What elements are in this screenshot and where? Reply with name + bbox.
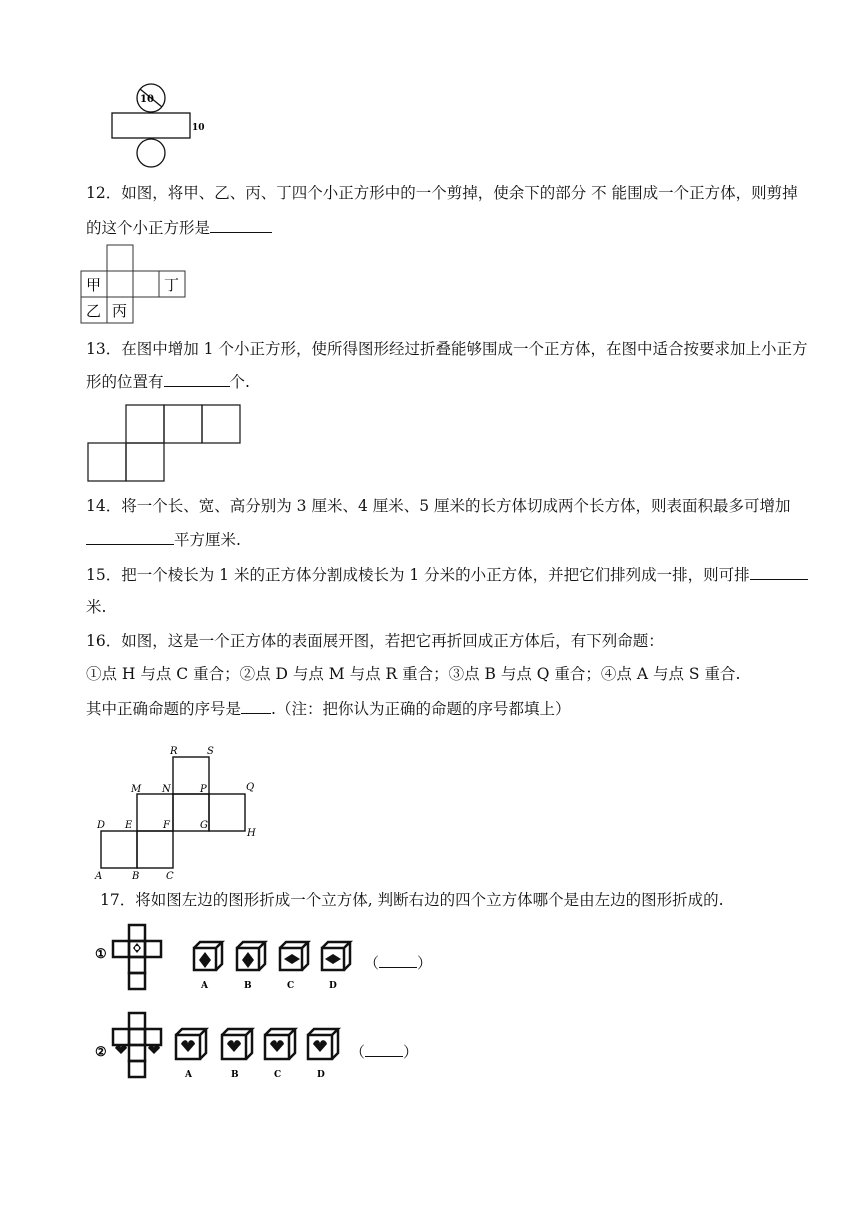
q12-line1: 12．如图，将甲、乙、丙、丁四个小正方形中的一个剪掉，使余下的部分 不 能围成一个正方体，则剪掉: [86, 184, 798, 202]
q13-net-figure: [85, 402, 245, 484]
q17-row2-blank[interactable]: [365, 1044, 403, 1057]
label-M: M: [131, 784, 142, 795]
label-P: P: [200, 784, 207, 795]
q16-line3b: .（注：把你认为正确的命题的序号都填上）: [271, 700, 571, 718]
q13-line2b: 个.: [229, 373, 250, 391]
cylinder-net-figure: [100, 80, 220, 175]
row1-marker: ①: [95, 947, 107, 962]
label-N: N: [162, 784, 171, 795]
q13-answer-blank[interactable]: [164, 370, 230, 387]
q13-line2: [86, 370, 250, 392]
paren-open-1: （: [364, 954, 380, 972]
label-F: F: [163, 820, 170, 831]
cube2-b-symbol: [227, 1040, 241, 1052]
q13-line1: 13．在图中增加 1 个小正方形，使所得图形经过折叠能够围成一个正方体，在图中适合按要求加上小正方: [86, 340, 808, 358]
label-B: B: [132, 871, 140, 882]
option2-d-label: D: [317, 1070, 325, 1080]
q16-line3a: 其中正确命题的序号是: [86, 700, 242, 718]
q15-line1-text: 15．把一个棱长为 1 米的正方体分割成棱长为 1 分米的小正方体，并把它们排列成一排，则可排: [86, 566, 750, 584]
label-S: S: [207, 746, 214, 757]
paren-close-1: ）: [417, 954, 433, 972]
label-Q: Q: [246, 782, 255, 793]
option-d-label: D: [329, 981, 337, 991]
option-c-label: C: [287, 981, 295, 991]
q14-line2: [86, 528, 241, 550]
cell-ding: 丁: [164, 276, 180, 294]
q16-line2: ①点 H 与点 C 重合；②点 D 与点 M 与点 R 重合；③点 B 与点 Q 重合；④点 A 与点 S 重合.: [86, 665, 741, 683]
paren-open-2: （: [350, 1043, 366, 1061]
cube2-c-symbol: [270, 1040, 284, 1052]
q17-row2-figure: [92, 1008, 392, 1098]
q16-cube-net-figure: [90, 742, 270, 882]
q15-answer-blank[interactable]: [750, 563, 808, 580]
option-b-label: B: [244, 981, 252, 991]
q17-row2-answer: [350, 1041, 418, 1062]
cell-bing: 丙: [112, 302, 128, 320]
rect-side-label: 10: [192, 123, 205, 133]
cell-yi: 乙: [86, 302, 102, 320]
q12-net-figure: [80, 244, 190, 326]
q17-row1-figure: [92, 920, 392, 1000]
q12-line2-text: 的这个小正方形是: [86, 219, 211, 237]
q15-line2: 米.: [86, 598, 107, 616]
q14-line1: 14．将一个长、宽、高分别为 3 厘米、4 厘米、5 厘米的长方体切成两个长方体，则表面积最多可增加: [86, 497, 791, 515]
paren-close-2: ）: [403, 1043, 419, 1061]
q16-answer-blank[interactable]: [241, 697, 271, 714]
option2-c-label: C: [274, 1070, 282, 1080]
row2-marker: ②: [95, 1045, 107, 1060]
q13-line2a: 形的位置有: [86, 373, 164, 391]
option2-b-label: B: [231, 1070, 239, 1080]
label-A: A: [95, 871, 103, 882]
circle-diameter-label: 10: [140, 94, 154, 105]
label-D: D: [97, 820, 106, 831]
label-H: H: [247, 828, 256, 839]
cube-d-symbol: [325, 954, 341, 964]
label-C: C: [166, 871, 174, 882]
option2-a-label: A: [185, 1070, 192, 1080]
cube2-d-symbol: [313, 1040, 327, 1052]
q14-answer-blank[interactable]: [86, 528, 174, 545]
q16-line3: [86, 697, 570, 719]
option-a-label: A: [201, 981, 208, 991]
cube-c-symbol: [284, 954, 300, 964]
cell-jia: 甲: [86, 276, 102, 294]
q12-line2: [86, 216, 272, 238]
q15-line1: [86, 563, 808, 585]
label-R: R: [170, 746, 178, 757]
q16-line1: 16．如图，这是一个正方体的表面展开图，若把它再折回成正方体后，有下列命题：: [86, 632, 664, 650]
q17-line1: 17．将如图左边的图形折成一个立方体, 判断右边的四个立方体哪个是由左边的图形折成的.: [100, 891, 724, 909]
q17-row1-blank[interactable]: [379, 955, 417, 968]
label-G: G: [200, 820, 208, 831]
cube-a-symbol: [199, 952, 211, 968]
cube2-a-symbol: [181, 1040, 195, 1052]
q12-answer-blank[interactable]: [210, 216, 272, 233]
cube-b-symbol: [242, 952, 254, 968]
q17-row1-answer: [364, 952, 432, 973]
q14-line2-text: 平方厘米.: [174, 531, 241, 549]
label-E: E: [125, 820, 133, 831]
